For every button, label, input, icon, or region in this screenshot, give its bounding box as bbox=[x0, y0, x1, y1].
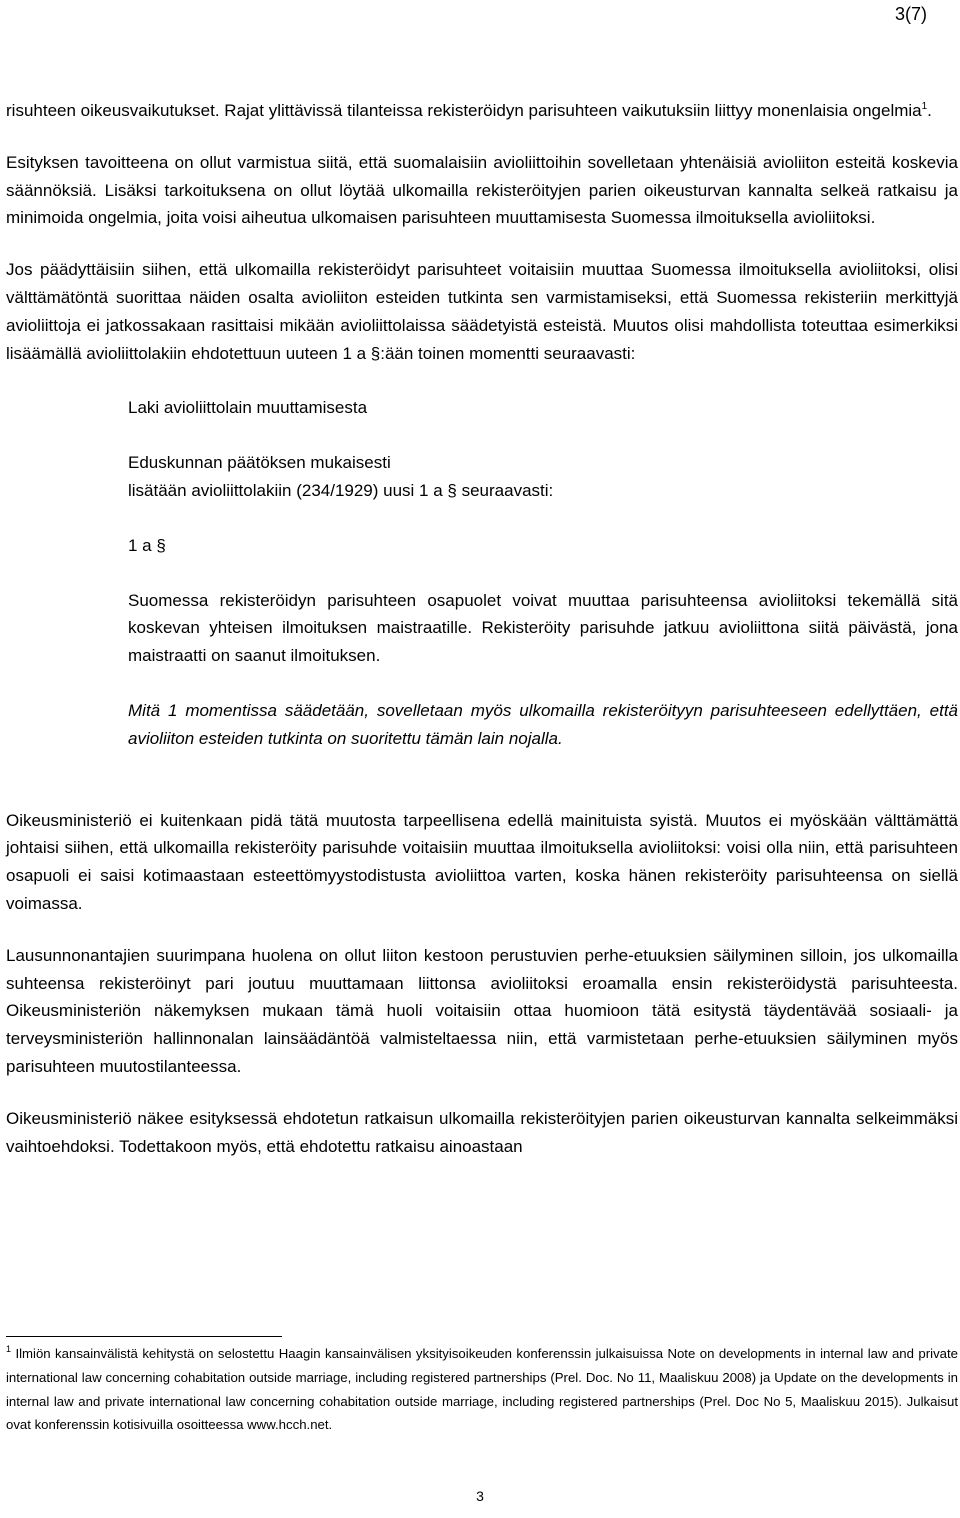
footnote-text: Ilmiön kansainvälistä kehitystä on selostettu Haagin kansainvälisen yksityisoikeuden konferenssin julkaisuissa Note on developments in internal law and private international law concerning cohabitation outside marriage, including registered partnerships (Prel. Doc. No 11, Maaliskuu 2008) ja Update on the developments in internal law and private international law concerning cohabitation outside marriage, including registered partnerships (Prel. Doc No 5, Maaliskuu 2015). Julkaisut ovat konferenssin kotisivuilla osoitteessa www.hcch.net. bbox=[6, 1346, 958, 1433]
paragraph-text-end: . bbox=[927, 101, 932, 120]
page-number-header: 3(7) bbox=[894, 4, 927, 24]
law-enactment-clause-2: lisätään avioliittolakiin (234/1929) uusi 1 a § seuraavasti: bbox=[128, 480, 554, 500]
law-title: Laki avioliittolain muuttamisesta bbox=[128, 398, 368, 418]
law-enactment-clause: Eduskunnan päätöksen mukaisesti bbox=[128, 453, 391, 473]
paragraph-consultation: Lausunnonantajien suurimpana huolena on ollut liiton kestoon perustuvien perhe-etuuksien säilyminen silloin, jos ulkomailla suhteensa rekisteröinyt pari joutuu muuttamaan liittonsa avioliitoksi eroamalla ensin rekisteröidystä parisuhteesta. Oikeusministeriön näkemyksen mukaan tämä huoli voitaisiin ottaa huomioon tätä esitystä täydentävää sosiaali- ja terveysministeriön hallinnonalan lainsäädäntöä valmisteltaessa niin, että varmistetaan perhe-etuuksien säilyminen myös parisuhteen muutostilanteessa. bbox=[6, 945, 958, 1076]
law-section-text: Suomessa rekisteröidyn parisuhteen osapuolet voivat muuttaa parisuhteensa avioliitoksi tekemällä sitä koskevan yhteisen ilmoituksen maistraatille. Rekisteröity parisuhde jatkuu avioliittona siitä päivästä, jona maistraatti on saanut ilmoituksen. bbox=[128, 590, 958, 666]
paragraph-continuation bbox=[6, 97, 958, 125]
law-proposal-block bbox=[128, 394, 958, 752]
footnote-reference[interactable]: 1 bbox=[921, 101, 928, 112]
document-body bbox=[6, 97, 958, 1160]
footnote-section bbox=[6, 1336, 958, 1437]
paragraph-conclusion: Oikeusministeriö näkee esityksessä ehdotetun ratkaisun ulkomailla rekisteröityjen parien oikeusturvan kannalta selkeimmäksi vaihtoehdoksi. Todettakoon myös, että ehdotettu ratkaisu ainoastaan bbox=[6, 1108, 958, 1156]
footnote bbox=[6, 1342, 958, 1437]
footnote-marker: 1 bbox=[6, 1344, 12, 1354]
law-section-heading: 1 a § bbox=[128, 535, 166, 555]
paragraph-alternative: Jos päädyttäisiin siihen, että ulkomailla rekisteröidyt parisuhteet voitaisiin muuttaa Suomessa ilmoituksella avioliitoksi, olisi välttämätöntä suorittaa näiden osalta avioliiton esteiden tutkinta sen varmistamiseksi, että Suomessa rekisteriin merkittyjä avioliittoja ei jatkossakaan rasittaisi mikään avioliittolaissa säädetyistä esteistä. Muutos olisi mahdollista toteuttaa esimerkiksi lisäämällä avioliittolakiin ehdotettuun uuteen 1 a §:ään toinen momentti seuraavasti: bbox=[6, 260, 958, 363]
footnote-divider bbox=[6, 1336, 282, 1337]
paragraph-objective: Esityksen tavoitteena on ollut varmistua siitä, että suomalaisiin avioliittoihin sovelletaan yhtenäisiä avioliiton esteitä koskevia säännöksiä. Lisäksi tarkoituksena on ollut löytää ulkomailla rekisteröityjen parien oikeusturvan kannalta selkeä ratkaisu ja minimoida ongelmia, joita voisi aiheutua ulkomaisen parisuhteen muuttamisesta Suomessa ilmoituksella avioliitoksi. bbox=[6, 152, 958, 228]
page-number-footer: 3 bbox=[476, 1488, 484, 1504]
paragraph-text: risuhteen oikeusvaikutukset. Rajat ylittävissä tilanteissa rekisteröidyn parisuhteen vaikutuksiin liittyy monenlaisia ongelmia bbox=[6, 101, 922, 120]
paragraph-ministry-view: Oikeusministeriö ei kuitenkaan pidä tätä muutosta tarpeellisena edellä mainituista syistä. Muutos ei myöskään välttämättä johtaisi siihen, että ulkomailla rekisteröity parisuhde voitaisiin muuttaa ilmoituksella avioliitoksi: voisi olla niin, että parisuhteen osapuoli ei saisi kotimaastaan esteettömyystodistusta avioliittoa varten, koska hänen rekisteröity parisuhteensa on siellä voimassa. bbox=[6, 810, 958, 913]
law-section-italic-text: Mitä 1 momentissa säädetään, sovelletaan myös ulkomailla rekisteröityyn parisuhteeseen edellyttäen, että avioliiton esteiden tutkinta on suoritettu tämän lain nojalla. bbox=[128, 700, 958, 748]
